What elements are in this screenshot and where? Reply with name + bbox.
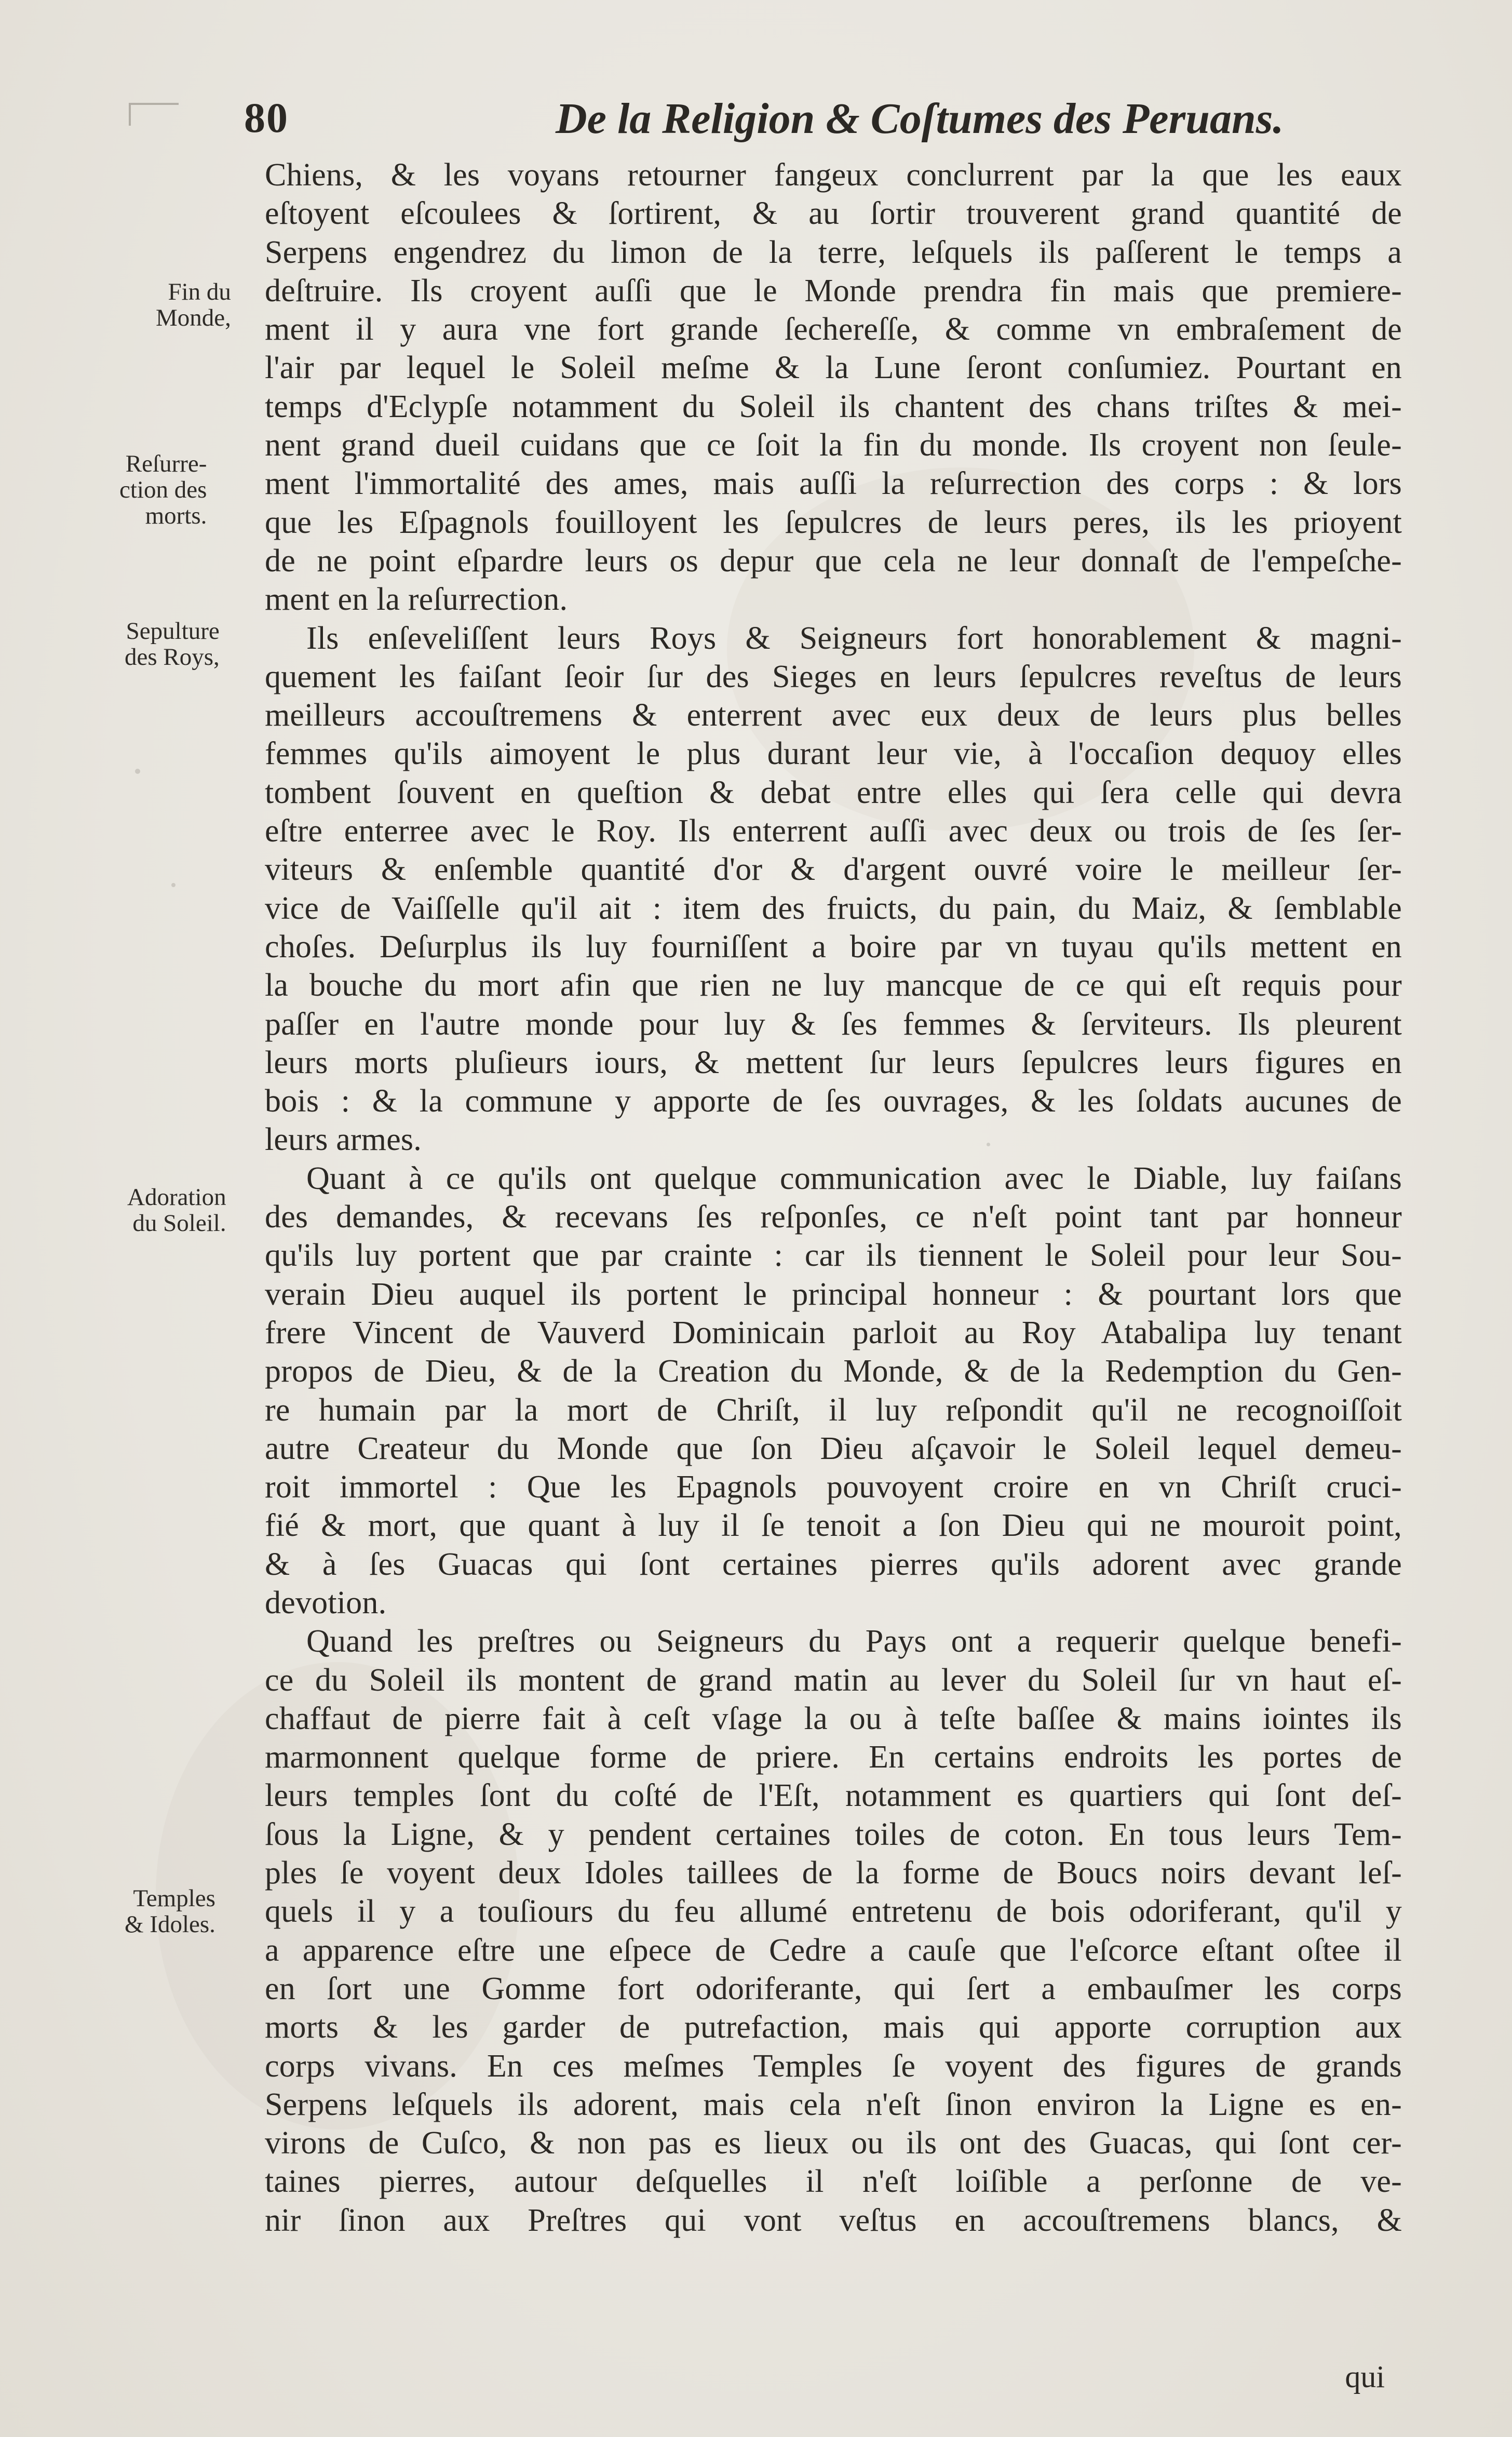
text-line: ples ſe voyent deux Idoles taillees de la forme de Boucs noirs devant leſ-: [265, 1855, 1402, 1891]
text-line: bois : & la commune y apporte de ſes ouvrages, & les ſoldats aucunes de: [265, 1083, 1402, 1119]
text-line: leurs armes.: [265, 1122, 422, 1158]
text-line: viteurs & enſemble quantité d'or & d'argent ouvré voire le meilleur ſer-: [265, 852, 1402, 888]
ink-speck: [171, 883, 176, 887]
text-line: ment l'immortalité des ames, mais auſſi la reſurrection des corps : & lors: [265, 466, 1402, 502]
text-line: femmes qu'ils aimoyent le plus durant leur vie, à l'occaſion dequoy elles: [265, 736, 1402, 772]
corner-mark: [129, 103, 179, 126]
text-line: leurs morts pluſieurs iours, & mettent ſur leurs ſepulcres leurs figures en: [265, 1045, 1402, 1080]
text-line: Serpens leſquels ils adorent, mais cela n'eſt ſinon environ la Ligne es en-: [265, 2086, 1402, 2122]
margin-note-sepulture: Sepulture des Roys,: [125, 618, 220, 671]
text-line: eſtoyent eſcoulees & ſortirent, & au ſortir trouverent grand quantité de: [265, 196, 1402, 232]
ink-speck: [135, 769, 140, 774]
text-line: temps d'Eclypſe notamment du Soleil ils chantent des chans triſtes & mei-: [265, 389, 1402, 424]
text-line: leurs temples ſont du coſté de l'Eſt, notamment es quartiers qui ſont deſ-: [265, 1778, 1402, 1814]
text-line: eſtre enterree avec le Roy. Ils enterrent auſſi avec deux ou trois de ſes ſer-: [265, 813, 1402, 849]
text-line: taines pierres, autour deſquelles il n'eſt loiſible a perſonne de ve-: [265, 2164, 1402, 2200]
text-line: roit immortel : Que les Epagnols pouvoyent croire en vn Chriſt cruci-: [265, 1469, 1402, 1505]
text-line: Ils enſeveliſſent leurs Roys & Seigneurs fort honorablement & magni-: [306, 620, 1402, 656]
text-line: & à ſes Guacas qui ſont certaines pierres qu'ils adorent avec grande: [265, 1546, 1402, 1582]
margin-note-fin-du-monde: Fin du Monde,: [156, 278, 231, 331]
text-line: marmonnent quelque forme de priere. En certains endroits les portes de: [265, 1739, 1402, 1775]
text-line: virons de Cuſco, & non pas es lieux ou ils ont des Guacas, qui ſont cer-: [265, 2125, 1402, 2161]
text-line: ce du Soleil ils montent de grand matin au lever du Soleil ſur vn haut eſ-: [265, 1662, 1402, 1698]
text-line: corps vivans. En ces meſmes Temples ſe voyent des figures de grands: [265, 2048, 1402, 2084]
text-line: a apparence eſtre une eſpece de Cedre a cauſe que l'eſcorce eſtant oſtee il: [265, 1932, 1402, 1968]
text-line: Serpens engendrez du limon de la terre, leſquels ils paſſerent le temps a: [265, 234, 1402, 270]
text-line: qu'ils luy portent que par crainte : car ils tiennent le Soleil pour leur Sou-: [265, 1238, 1402, 1274]
text-line: fié & mort, que quant à luy il ſe tenoit a ſon Dieu qui ne mouroit point,: [265, 1508, 1402, 1544]
text-line: choſes. Deſurplus ils luy fourniſſent a boire par vn tuyau qu'ils mettent en: [265, 929, 1402, 965]
body-text: [265, 156, 1402, 2278]
margin-note-temples: Temples & Idoles.: [125, 1885, 215, 1938]
text-line: que les Eſpagnols fouilloyent les ſepulcres de leurs peres, ils les prioyent: [265, 504, 1402, 540]
text-line: re humain par la mort de Chriſt, il luy reſpondit qu'il ne recognoiſſoit: [265, 1392, 1402, 1428]
text-line: quement les faiſant ſeoir ſur des Sieges en leurs ſepulcres reveſtus de leurs: [265, 659, 1402, 694]
text-line: morts & les garder de putrefaction, mais qui apporte corruption aux: [265, 2010, 1402, 2045]
text-line: Chiens, & les voyans retourner fangeux conclurrent par la que les eaux: [265, 157, 1402, 193]
text-line: paſſer en l'autre monde pour luy & ſes femmes & ſerviteurs. Ils pleurent: [265, 1006, 1402, 1042]
text-line: vice de Vaiſſelle qu'il ait : item des fruicts, du pain, du Maiz, & ſemblable: [265, 890, 1402, 926]
text-line: tombent ſouvent en queſtion & debat entre elles qui ſera celle qui devra: [265, 774, 1402, 810]
text-line: nent grand dueil cuidans que ce ſoit la fin du monde. Ils croyent non ſeule-: [265, 427, 1402, 463]
text-line: Quant à ce qu'ils ont quelque communication avec le Diable, luy faiſans: [306, 1160, 1402, 1196]
text-line: [265, 2240, 1402, 2278]
folio-number: 80: [244, 94, 289, 141]
text-line: ſous la Ligne, & y pendent certaines toiles de coton. En tous leurs Tem-: [265, 1816, 1402, 1852]
text-line: la bouche du mort afin que rien ne luy mancque de ce qui eſt requis pour: [265, 968, 1402, 1003]
text-line: ment en la reſurrection.: [265, 582, 568, 618]
text-line: de ne point eſpardre leurs os depur que cela ne leur donnaſt de l'empeſche-: [265, 543, 1402, 579]
text-line: devotion.: [265, 1585, 387, 1621]
text-line: verain Dieu auquel ils portent le principal honneur : & pourtant lors que: [265, 1276, 1402, 1312]
ink-speck: [1246, 130, 1252, 133]
text-line: frere Vincent de Vauverd Dominicain parloit au Roy Atabalipa luy tenant: [265, 1315, 1402, 1350]
text-line: deſtruire. Ils croyent auſſi que le Monde prendra fin mais que premiere-: [265, 273, 1402, 309]
margin-note-resurrection: Reſurre- ction des morts.: [119, 450, 207, 529]
text-line: l'air par lequel le Soleil meſme & la Lune ſeront conſumiez. Pourtant en: [265, 350, 1402, 386]
ink-speck: [987, 1143, 990, 1146]
text-line: ment il y aura vne fort grande ſechereſſe, & comme vn embraſement de: [265, 312, 1402, 347]
text-line: des demandes, & recevans ſes reſponſes, ce n'eſt point tant par honneur: [265, 1199, 1402, 1235]
page-header: [244, 93, 1407, 151]
text-line: en ſort une Gomme fort odoriferante, qui ſert a embauſmer les corps: [265, 1971, 1402, 2006]
margin-note-adoration: Adoration du Soleil.: [127, 1184, 226, 1237]
text-line: quels il y a touſiours du feu allumé entretenu de bois odoriferant, qu'il y: [265, 1894, 1402, 1930]
text-line: autre Createur du Monde que ſon Dieu aſçavoir le Soleil lequel demeu-: [265, 1430, 1402, 1466]
catchword: qui: [1345, 2360, 1385, 2394]
running-title: De la Religion & Coſtumes des Peruans.: [556, 95, 1284, 143]
text-line: propos de Dieu, & de la Creation du Monde, & de la Redemption du Gen-: [265, 1354, 1402, 1389]
text-line: nir ſinon aux Preſtres qui vont veſtus en accouſtremens blancs, &: [265, 2202, 1402, 2238]
text-line: meilleurs accouſtremens & enterrent avec eux deux de leurs plus belles: [265, 698, 1402, 733]
text-line: Quand les preſtres ou Seigneurs du Pays ont a requerir quelque benefi-: [306, 1624, 1402, 1659]
text-line: chaffaut de pierre fait à ceſt vſage la ou à teſte baſſee & mains iointes ils: [265, 1700, 1402, 1736]
